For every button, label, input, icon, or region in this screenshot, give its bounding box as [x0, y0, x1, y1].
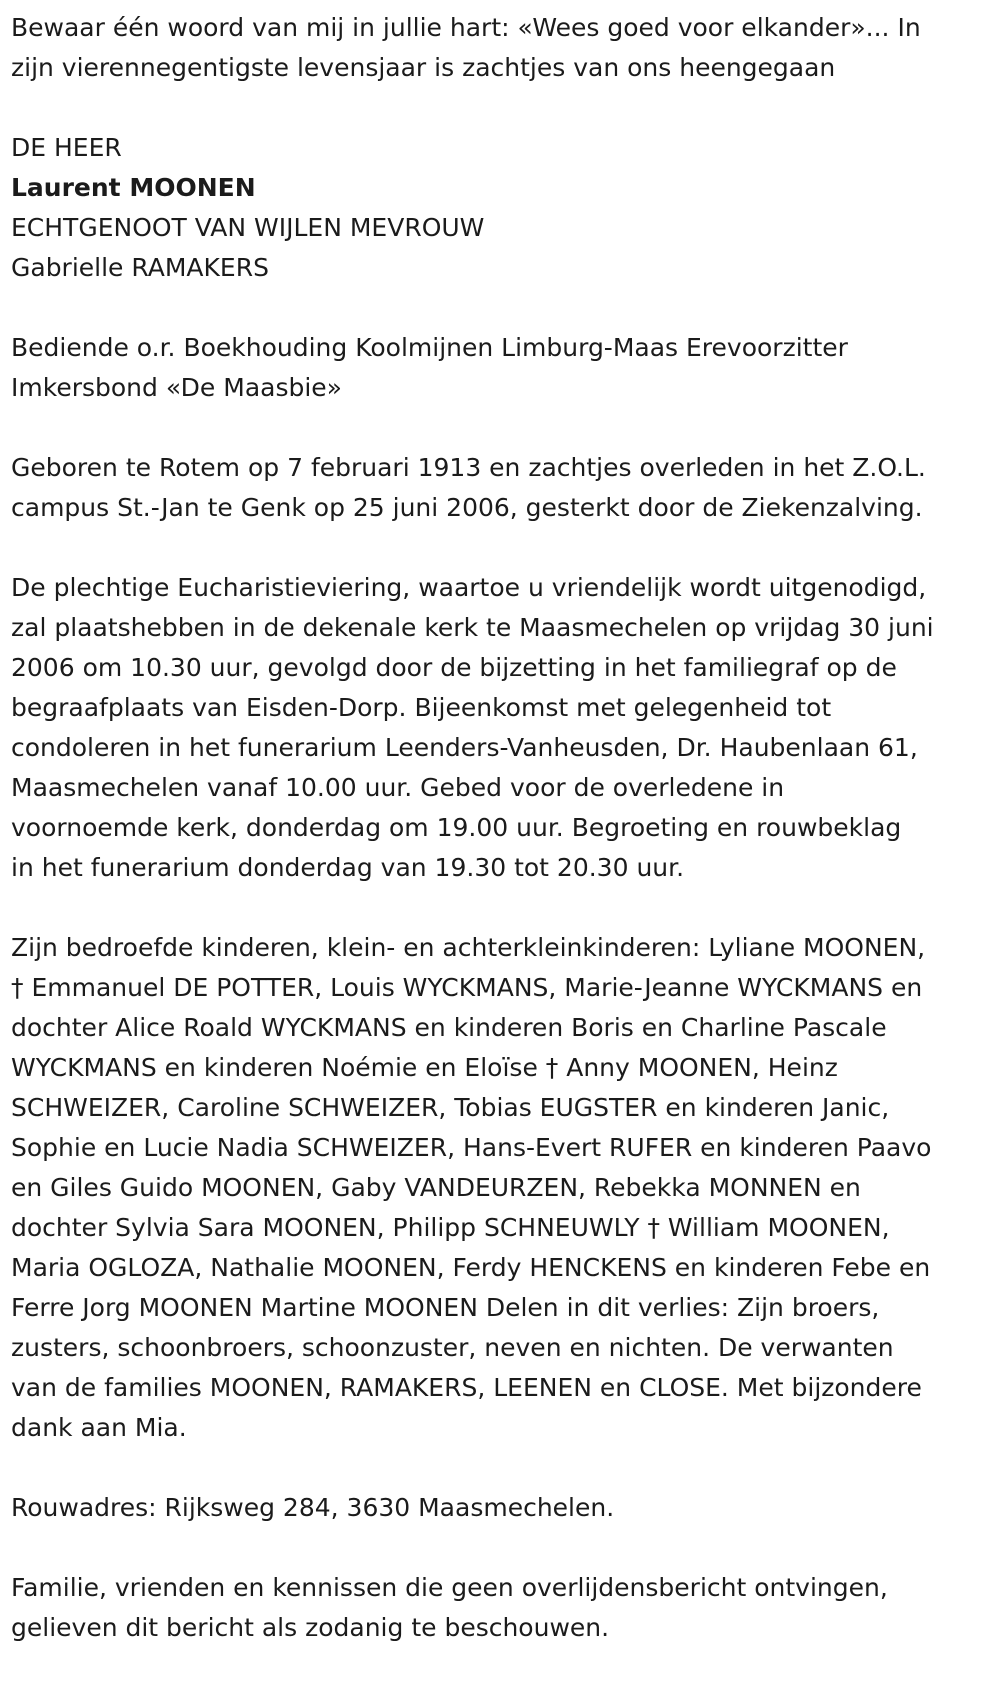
intro-paragraph: [11, 8, 996, 88]
birth-death-line: Geboren te Rotem op 7 februari 1913 en zachtjes overleden in het Z.O.L.: [11, 453, 926, 482]
ceremony-line: De plechtige Eucharistieviering, waartoe u vriendelijk wordt uitgenodigd,: [11, 573, 927, 602]
address-line: Rouwadres: Rijksweg 284, 3630 Maasmechelen.: [11, 1493, 615, 1522]
family-line: Maria OGLOZA, Nathalie MOONEN, Ferdy HENCKENS en kinderen Febe en: [11, 1253, 931, 1282]
ceremony-line: in het funerarium donderdag van 19.30 tot 20.30 uur.: [11, 853, 685, 882]
closing-line: gelieven dit bericht als zodanig te beschouwen.: [11, 1613, 610, 1642]
ceremony-line: begraafplaats van Eisden-Dorp. Bijeenkomst met gelegenheid tot: [11, 693, 832, 722]
family-line: zusters, schoonbroers, schoonzuster, neven en nichten. De verwanten: [11, 1333, 894, 1362]
occupation-line: Bediende o.r. Boekhouding Koolmijnen Limburg-Maas Erevoorzitter: [11, 333, 848, 362]
family-line: † Emmanuel DE POTTER, Louis WYCKMANS, Marie-Jeanne WYCKMANS en: [11, 973, 923, 1002]
occupation-line: Imkersbond «De Maasbie»: [11, 373, 342, 402]
closing-line: Familie, vrienden en kennissen die geen overlijdensbericht ontvingen,: [11, 1573, 888, 1602]
spouse-name: Gabrielle RAMAKERS: [11, 253, 269, 282]
ceremony-line: condoleren in het funerarium Leenders-Vanheusden, Dr. Haubenlaan 61,: [11, 733, 918, 762]
closing-paragraph: [11, 1568, 996, 1648]
family-paragraph: [11, 928, 996, 1448]
deceased-prefix: DE HEER: [11, 133, 122, 162]
ceremony-line: Maasmechelen vanaf 10.00 uur. Gebed voor de overledene in: [11, 773, 785, 802]
family-line: dank aan Mia.: [11, 1413, 187, 1442]
address-paragraph: [11, 1488, 996, 1528]
family-line: en Giles Guido MOONEN, Gaby VANDEURZEN, Rebekka MONNEN en: [11, 1173, 861, 1202]
family-line: dochter Alice Roald WYCKMANS en kinderen Boris en Charline Pascale: [11, 1013, 887, 1042]
family-line: SCHWEIZER, Caroline SCHWEIZER, Tobias EUGSTER en kinderen Janic,: [11, 1093, 890, 1122]
family-line: Sophie en Lucie Nadia SCHWEIZER, Hans-Evert RUFER en kinderen Paavo: [11, 1133, 932, 1162]
obituary-document: [11, 8, 996, 1648]
intro-line: Bewaar één woord van mij in jullie hart: «Wees goed voor elkander»... In: [11, 13, 921, 42]
birth-death-paragraph: [11, 448, 996, 528]
family-line: dochter Sylvia Sara MOONEN, Philipp SCHNEUWLY † William MOONEN,: [11, 1213, 890, 1242]
ceremony-paragraph: [11, 568, 996, 888]
ceremony-line: zal plaatshebben in de dekenale kerk te Maasmechelen op vrijdag 30 juni: [11, 613, 934, 642]
ceremony-line: 2006 om 10.30 uur, gevolgd door de bijzetting in het familiegraf op de: [11, 653, 897, 682]
intro-line: zijn vierennegentigste levensjaar is zachtjes van ons heengegaan: [11, 53, 836, 82]
birth-death-line: campus St.-Jan te Genk op 25 juni 2006, gesterkt door de Ziekenzalving.: [11, 493, 923, 522]
spouse-title: ECHTGENOOT VAN WIJLEN MEVROUW: [11, 213, 485, 242]
occupation-paragraph: [11, 328, 996, 408]
ceremony-line: voornoemde kerk, donderdag om 19.00 uur. Begroeting en rouwbeklag: [11, 813, 902, 842]
family-line: Ferre Jorg MOONEN Martine MOONEN Delen in dit verlies: Zijn broers,: [11, 1293, 880, 1322]
deceased-block: [11, 128, 996, 288]
deceased-name: Laurent MOONEN: [11, 173, 256, 202]
family-line: WYCKMANS en kinderen Noémie en Eloïse † Anny MOONEN, Heinz: [11, 1053, 838, 1082]
family-line: Zijn bedroefde kinderen, klein- en achterkleinkinderen: Lyliane MOONEN,: [11, 933, 926, 962]
family-line: van de families MOONEN, RAMAKERS, LEENEN en CLOSE. Met bijzondere: [11, 1373, 922, 1402]
